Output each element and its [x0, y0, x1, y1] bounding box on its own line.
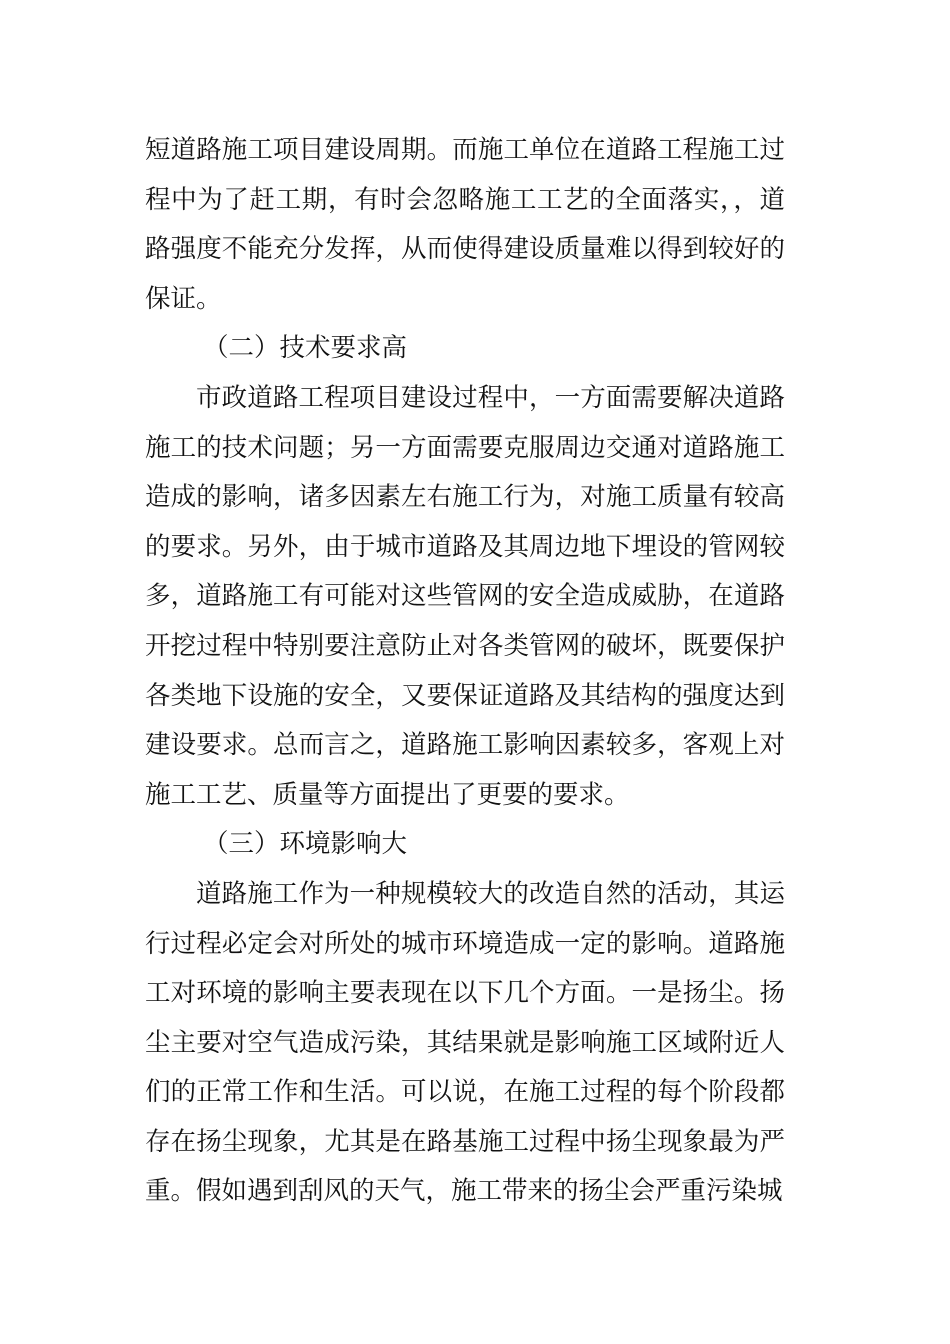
paragraph-technical-requirements: 市政道路工程项目建设过程中，一方面需要解决道路施工的技术问题；另一方面需要克服周边交通对道路施工造成的影响，诸多因素左右施工行为，对施工质量有较高的要求。另外，由于城市道路及其周边地下埋设的管网较多，道路施工有可能对这些管网的安全造成威胁，在道路开挖过程中特别要注意防止对各类管网的破坏，既要保护各类地下设施的安全，又要保证道路及其结构的强度达到建设要求。总而言之，道路施工影响因素较多，客观上对施工工艺、质量等方面提出了更要的要求。: [145, 382, 785, 810]
paragraph-continued: 短道路施工项目建设周期。而施工单位在道路工程施工过程中为了赶工期，有时会忽略施工工艺的全面落实，，道路强度不能充分发挥，从而使得建设质量难以得到较好的保证。: [145, 135, 785, 314]
document-body: [145, 126, 785, 1217]
section-heading-technical-requirements: （二）技术要求高: [203, 333, 408, 364]
paragraph-environmental-impact: 道路施工作为一种规模较大的改造自然的活动，其运行过程必定会对所处的城市环境造成一定的影响。道路施工对环境的影响主要表现在以下几个方面。一是扬尘。扬尘主要对空气造成污染，其结果就是影响施工区域附近人们的正常工作和生活。可以说，在施工过程的每个阶段都存在扬尘现象，尤其是在路基施工过程中扬尘现象最为严重。假如遇到刮风的天气，施工带来的扬尘会严重污染城: [145, 878, 785, 1207]
section-heading-environmental-impact: （三）环境影响大: [203, 829, 408, 860]
